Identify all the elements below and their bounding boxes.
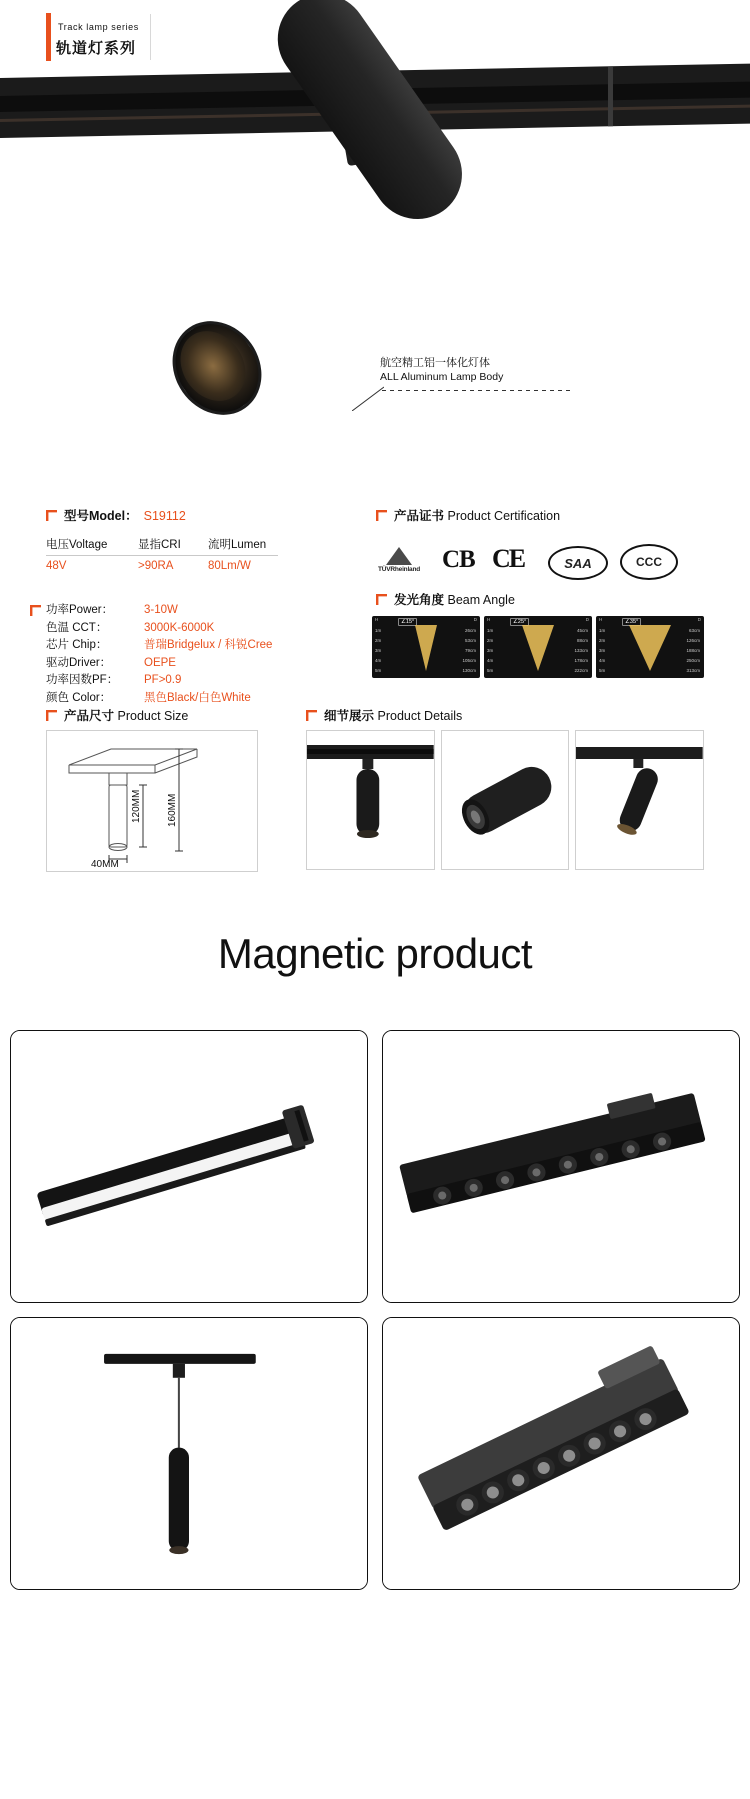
header-accent-bar bbox=[46, 13, 51, 61]
bullet-marker-icon bbox=[30, 605, 41, 616]
beam-h-2m: 2m bbox=[599, 638, 606, 643]
ccc-mark-icon: CCC bbox=[620, 544, 678, 580]
callout-underline bbox=[382, 390, 570, 391]
beam-axis-h-25: H bbox=[487, 617, 491, 622]
model-value: S19112 bbox=[143, 509, 186, 523]
beam-h-4m: 4m bbox=[487, 658, 494, 663]
beam-axis-d-15: D bbox=[473, 617, 477, 622]
magnetic-card-pendant[interactable] bbox=[10, 1317, 368, 1590]
beam-h-1m: 1m bbox=[599, 628, 606, 633]
callout-text bbox=[380, 356, 503, 384]
beam-axis-h-35: H bbox=[599, 617, 603, 622]
spec-row-color bbox=[46, 690, 272, 708]
beam-h-3m: 3m bbox=[375, 648, 382, 653]
certification-logos bbox=[370, 538, 690, 582]
beam-rows-right-25 bbox=[574, 626, 588, 676]
magnetic-card-grille[interactable] bbox=[382, 1030, 740, 1303]
track-rail-cap bbox=[608, 66, 613, 126]
beam-d-5m: 222cm bbox=[574, 668, 588, 673]
dimension-diagram bbox=[47, 731, 255, 869]
beam-d-1m: 45cm bbox=[576, 628, 588, 633]
beam-rows-left-35 bbox=[599, 626, 605, 676]
beam-h-4m: 4m bbox=[599, 658, 606, 663]
spec-row-driver bbox=[46, 655, 272, 673]
product-size-drawing bbox=[46, 730, 258, 872]
beam-rows-left-15 bbox=[375, 626, 381, 676]
model-row bbox=[46, 506, 186, 524]
product-details-title-en: Product Details bbox=[377, 709, 463, 723]
spec-value-chip: 普瑞Bridgelux / 科锐Cree bbox=[144, 639, 273, 651]
spec-value-power: 3-10W bbox=[144, 604, 178, 616]
beam-label-35: ∠35° bbox=[622, 618, 641, 626]
beam-axis-d-25: D bbox=[585, 617, 589, 622]
lamp-illustration bbox=[150, 146, 450, 446]
spec-table-divider bbox=[46, 555, 278, 556]
spec-value-driver: OEPE bbox=[144, 656, 176, 669]
beam-d-4m: 250cm bbox=[686, 658, 700, 663]
td-cri: >90RA bbox=[138, 560, 174, 572]
callout-cn: 航空精工铝一体化灯体 bbox=[380, 357, 490, 369]
beam-label-15: ∠15° bbox=[398, 618, 417, 626]
spec-key-chip: 芯片 Chip： bbox=[46, 639, 108, 651]
header-divider bbox=[150, 14, 151, 60]
bullet-marker-icon bbox=[46, 710, 57, 721]
beam-d-2m: 126cm bbox=[686, 638, 700, 643]
bullet-marker-icon bbox=[46, 510, 57, 521]
bullet-marker-icon bbox=[376, 510, 387, 521]
spec-table-primary bbox=[46, 536, 278, 572]
product-details-title-cn: 细节展示 bbox=[324, 709, 375, 723]
product-size-title bbox=[46, 706, 188, 724]
beam-angle-title-en: Beam Angle bbox=[447, 593, 515, 607]
magnetic-product-grid bbox=[10, 1030, 740, 1590]
header-subtitle-en: Track lamp series bbox=[58, 22, 139, 32]
magnetic-linear-light-image bbox=[11, 1031, 367, 1302]
certification-title-cn: 产品证书 bbox=[394, 509, 445, 523]
cb-mark-icon: CB bbox=[442, 546, 475, 573]
beam-d-2m: 88cm bbox=[576, 638, 588, 643]
th-lumen: 流明Lumen bbox=[208, 539, 267, 551]
beam-rows-left-25 bbox=[487, 626, 493, 676]
ce-mark-icon: CE bbox=[492, 544, 525, 573]
beam-h-5m: 5m bbox=[487, 668, 494, 673]
detail-photo-angle-view[interactable] bbox=[575, 730, 704, 870]
beam-d-5m: 130cm bbox=[462, 668, 476, 673]
callout-en: ALL Aluminum Lamp Body bbox=[380, 371, 504, 383]
spec-row-pf bbox=[46, 672, 272, 690]
beam-h-2m: 2m bbox=[375, 638, 382, 643]
beam-d-4m: 178cm bbox=[574, 658, 588, 663]
spec-table-secondary bbox=[46, 602, 272, 707]
certification-title-en: Product Certification bbox=[447, 509, 561, 523]
spec-row-power bbox=[46, 602, 272, 620]
beam-rows-right-35 bbox=[686, 626, 700, 676]
th-voltage: 电压Voltage bbox=[46, 539, 108, 551]
beam-h-3m: 3m bbox=[599, 648, 606, 653]
beam-h-3m: 3m bbox=[487, 648, 494, 653]
beam-angle-title bbox=[376, 590, 515, 608]
magnetic-grille-module-image bbox=[383, 1318, 739, 1589]
td-lumen: 80Lm/W bbox=[208, 560, 251, 572]
beam-h-4m: 4m bbox=[375, 658, 382, 663]
spec-row-cct bbox=[46, 620, 272, 638]
td-voltage: 48V bbox=[46, 560, 67, 572]
beam-h-5m: 5m bbox=[375, 668, 382, 673]
magnetic-section-title: Magnetic product bbox=[217, 930, 533, 977]
saa-mark-icon: SAA bbox=[548, 546, 608, 580]
beam-axis-h-15: H bbox=[375, 617, 379, 622]
beam-d-5m: 313cm bbox=[686, 668, 700, 673]
beam-d-1m: 63cm bbox=[688, 628, 700, 633]
bullet-marker-icon bbox=[376, 594, 387, 605]
bullet-marker-icon bbox=[306, 710, 317, 721]
beam-axis-d-35: D bbox=[697, 617, 701, 622]
beam-d-3m: 133cm bbox=[574, 648, 588, 653]
magnetic-pendant-light-image bbox=[11, 1318, 367, 1589]
beam-d-3m: 79cm bbox=[464, 648, 476, 653]
detail-photo-ceiling-mount[interactable] bbox=[306, 730, 435, 870]
spec-value-color: 黑色Black/白色White bbox=[144, 691, 251, 704]
magnetic-grille-light-image bbox=[383, 1031, 739, 1302]
th-cri: 显指CRI bbox=[138, 539, 181, 551]
spec-value-cct: 3000K-6000K bbox=[144, 621, 215, 634]
callout-leader-line bbox=[352, 383, 384, 411]
spec-key-pf: 功率因数PF： bbox=[46, 674, 119, 686]
detail-photo-lens-closeup[interactable] bbox=[441, 730, 570, 870]
dim-total-height: 160MM bbox=[167, 793, 178, 827]
hero-image bbox=[0, 78, 750, 478]
beam-rows-right-15 bbox=[462, 626, 476, 676]
beam-h-1m: 1m bbox=[375, 628, 382, 633]
beam-h-1m: 1m bbox=[487, 628, 494, 633]
beam-d-1m: 26cm bbox=[464, 628, 476, 633]
model-label: 型号Model： bbox=[64, 509, 138, 523]
product-size-title-cn: 产品尺寸 bbox=[64, 709, 115, 723]
header-title-cn: 轨道灯系列 bbox=[56, 40, 137, 57]
spec-key-color: 颜色 Color： bbox=[46, 691, 112, 704]
magnetic-card-grille-module[interactable] bbox=[382, 1317, 740, 1590]
dim-diameter: 40MM bbox=[91, 859, 119, 869]
beam-d-4m: 105cm bbox=[462, 658, 476, 663]
beam-angle-diagrams bbox=[372, 616, 704, 678]
product-details-title bbox=[306, 706, 462, 724]
beam-angle-title-cn: 发光角度 bbox=[394, 593, 445, 607]
spec-key-cct: 色温 CCT： bbox=[46, 621, 108, 634]
product-details-gallery bbox=[306, 730, 704, 870]
product-size-title-en: Product Size bbox=[117, 709, 189, 723]
tuv-rheinland-icon bbox=[370, 540, 428, 580]
spec-key-driver: 驱动Driver： bbox=[46, 656, 112, 669]
dim-body-height: 120MM bbox=[131, 789, 142, 823]
beam-diagram-15 bbox=[372, 616, 480, 678]
spec-value-pf: PF>0.9 bbox=[144, 674, 182, 686]
beam-cone-15 bbox=[415, 625, 437, 671]
tuv-label: TÜVRheinland bbox=[377, 566, 421, 573]
certification-title bbox=[376, 506, 560, 524]
beam-h-5m: 5m bbox=[599, 668, 606, 673]
beam-h-2m: 2m bbox=[487, 638, 494, 643]
beam-label-25: ∠25° bbox=[510, 618, 529, 626]
beam-d-2m: 53cm bbox=[464, 638, 476, 643]
beam-diagram-35 bbox=[596, 616, 704, 678]
beam-d-3m: 188cm bbox=[686, 648, 700, 653]
spec-row-chip bbox=[46, 637, 272, 655]
spec-key-power: 功率Power： bbox=[46, 604, 114, 616]
magnetic-card-linear[interactable] bbox=[10, 1030, 368, 1303]
beam-cone-35 bbox=[629, 625, 671, 671]
beam-cone-25 bbox=[522, 625, 554, 671]
beam-diagram-25 bbox=[484, 616, 592, 678]
